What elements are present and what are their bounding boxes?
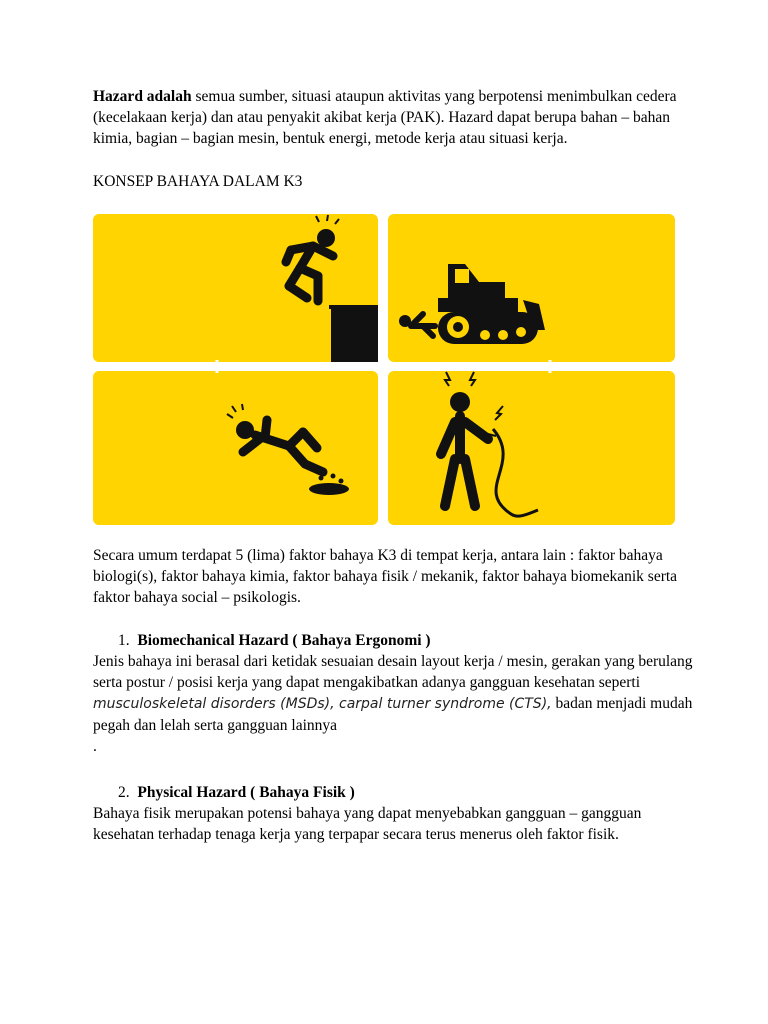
item-2-body: Bahaya fisik merupakan potensi bahaya yang dapat menyebabkan gangguan – gangguan kesehatan terhadap tenaga kerja yang terpapar secara terus menerus oleh faktor fisik. — [93, 805, 642, 843]
hazard-illustration — [93, 214, 675, 525]
panel-bottom-left — [93, 371, 378, 525]
intro-text: semua sumber, situasi ataupun aktivitas yang berpotensi menimbulkan cedera (kecelakaan kerja) dan atau penyakit akibat kerja (PAK). Hazard dapat berupa bahan – bahan kimia, bagian – bagian mesin, bentuk energi, metode kerja atau situasi kerja. — [93, 88, 677, 147]
item-1-body — [93, 651, 693, 736]
item-2-heading — [93, 782, 693, 803]
summary-paragraph: Secara umum terdapat 5 (lima) faktor bahaya K3 di tempat kerja, antara lain : faktor bahaya biologi(s), faktor bahaya kimia, faktor bahaya fisik / mekanik, faktor bahaya biomekanik serta faktor bahaya social – psikologis. — [93, 547, 678, 606]
item-1-trailing: . — [93, 738, 97, 755]
item-1-body-text: Jenis bahaya ini berasal dari ketidak sesuaian desain layout kerja / mesin, gerakan yang berulang serta postur / posisi kerja yang dapat mengakibatkan adanya gangguan kesehatan seperti — [93, 653, 693, 691]
item-1-body-after: badan menjadi mudah pegah dan lelah serta gangguan lainnya — [93, 695, 693, 734]
intro-bold-lead: Hazard adalah — [93, 88, 192, 105]
item-2-title: Physical Hazard ( Bahaya Fisik ) — [137, 784, 355, 801]
item-1-number: 1. — [118, 632, 130, 649]
document-page — [93, 86, 693, 845]
item-1-body-italic: musculoskeletal disorders (MSDs), carpal turner syndrome (CTS), — [93, 696, 552, 712]
panel-bottom-right — [388, 371, 675, 525]
item-1-title: Biomechanical Hazard ( Bahaya Ergonomi ) — [137, 632, 431, 649]
item-1-heading — [93, 630, 693, 651]
intro-paragraph — [93, 86, 693, 149]
item-2-number: 2. — [118, 784, 130, 801]
section-title: KONSEP BAHAYA DALAM K3 — [93, 173, 303, 190]
